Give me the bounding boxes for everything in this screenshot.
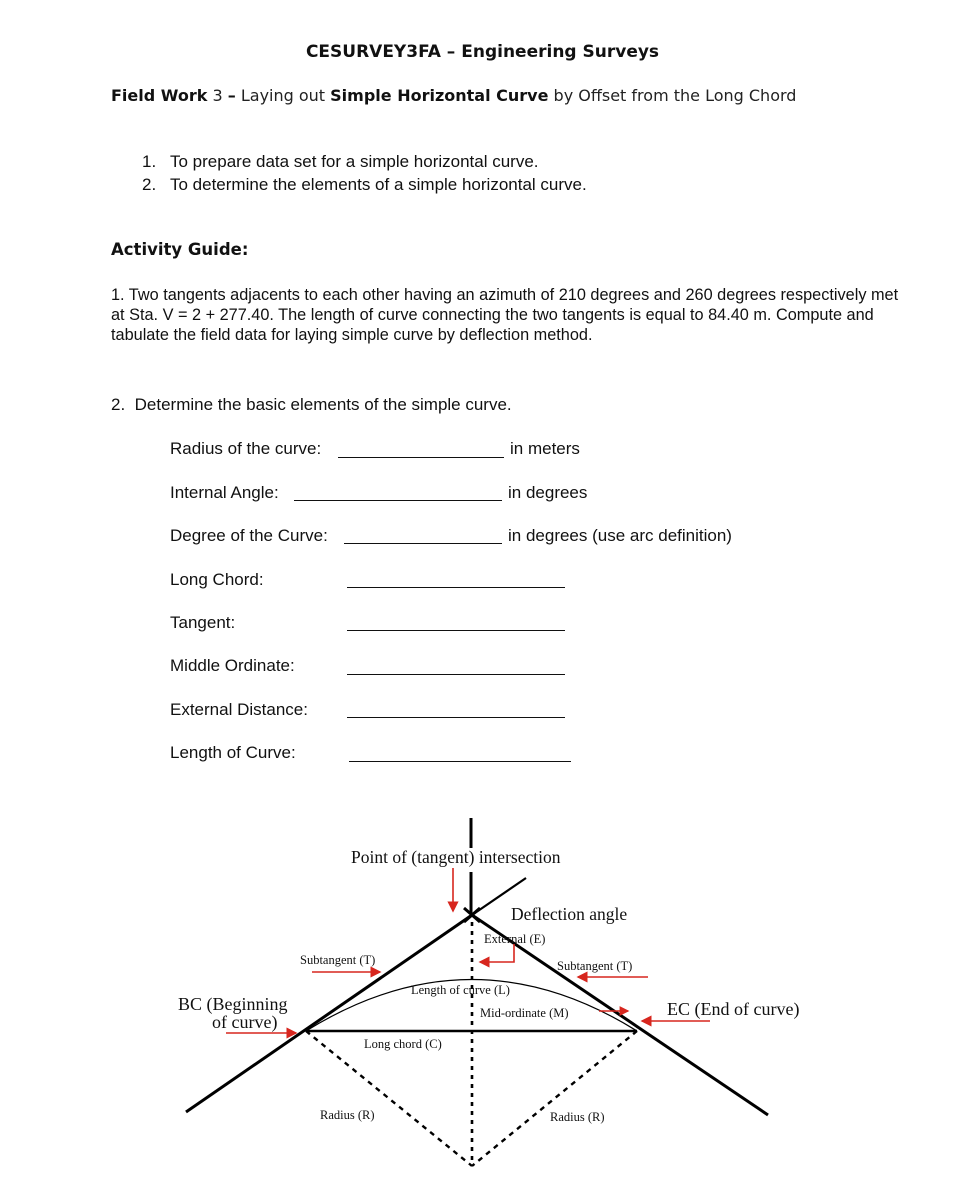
objective-text: To determine the elements of a simple horizontal curve.: [170, 175, 587, 194]
radius-left-line: [306, 1031, 472, 1166]
field-work-prefix: Field Work: [111, 86, 208, 105]
field-work-subject: Simple Horizontal Curve: [330, 86, 549, 105]
bc-label-line1: BC (Beginning: [178, 994, 288, 1014]
degree-of-curve-label: Degree of the Curve:: [170, 526, 328, 545]
field-work-laying: Laying out: [240, 86, 326, 105]
radius-left-label: Radius (R): [320, 1108, 375, 1122]
page-title: CESURVEY3FA – Engineering Surveys: [305, 42, 660, 62]
objective-text: To prepare data set for a simple horizontal curve.: [170, 152, 539, 171]
long-chord-label-diagram: Long chord (C): [364, 1037, 442, 1051]
activity-item-2-number: 2.: [111, 395, 126, 414]
objective-number: 1.: [142, 152, 157, 171]
activity-guide-heading: Activity Guide:: [111, 240, 249, 259]
objective-number: 2.: [142, 175, 157, 194]
subtangent-right-label: Subtangent (T): [557, 959, 633, 973]
degree-of-curve-unit: in degrees (use arc definition): [508, 526, 732, 545]
middle-ordinate-label: Middle Ordinate:: [170, 656, 295, 675]
radius-right-line: [472, 1031, 637, 1166]
internal-angle-unit: in degrees: [508, 483, 588, 502]
pi-label: Point of (tangent) intersection: [351, 847, 561, 867]
subtangent-left-label: Subtangent (T): [300, 953, 376, 967]
length-of-curve-label: Length of Curve:: [170, 743, 296, 762]
radius-unit: in meters: [510, 439, 580, 458]
ec-label: EC (End of curve): [667, 999, 800, 1019]
tangent-label: Tangent:: [170, 613, 236, 632]
field-work-number: 3: [212, 86, 223, 105]
external-distance-label: External Distance:: [170, 700, 308, 719]
internal-angle-label: Internal Angle:: [170, 483, 279, 502]
bc-label-line2: of curve): [212, 1012, 278, 1032]
radius-label: Radius of the curve:: [170, 439, 322, 458]
radius-right-label: Radius (R): [550, 1110, 605, 1124]
activity-item-2-text: Determine the basic elements of the simple curve.: [134, 395, 512, 414]
external-label: External (E): [484, 932, 546, 946]
activity-item-1: 1. Two tangents adjacents to each other having an azimuth of 210 degrees and 260 degrees respectively met at Sta. V = 2 + 277.40. The length of curve connecting the two tangents is equal to 84.40 m. Compute and tabulate the field data for laying simple curve by deflection method.: [111, 286, 899, 344]
field-work-dash: –: [227, 86, 236, 105]
length-of-curve-label-diagram: Length of curve (L): [411, 983, 510, 997]
long-chord-label: Long Chord:: [170, 570, 264, 589]
mid-ordinate-label: Mid-ordinate (M): [480, 1006, 569, 1020]
field-work-suffix: by Offset from the Long Chord: [553, 86, 797, 105]
deflection-angle-label: Deflection angle: [511, 904, 628, 924]
external-arrow: [480, 944, 514, 962]
